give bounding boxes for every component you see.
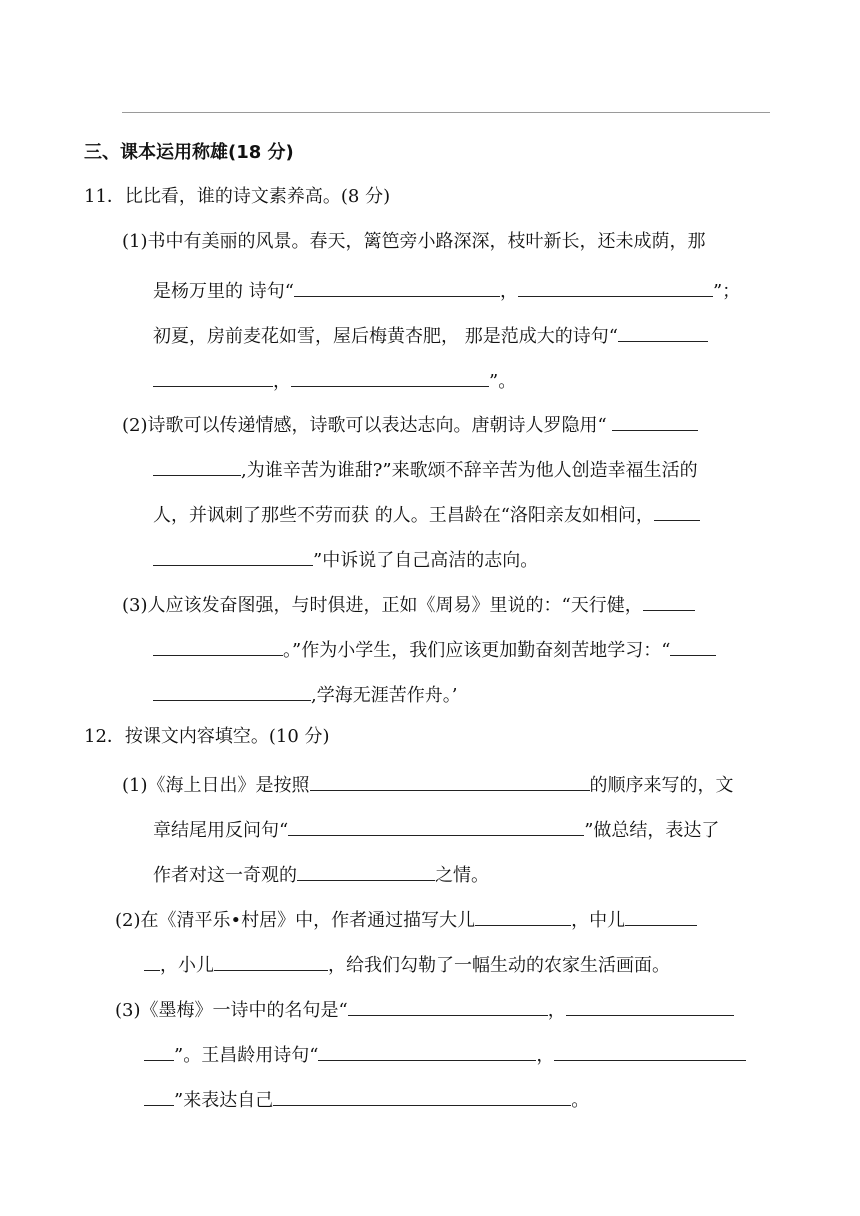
q11-p3-line2: 。”作为小学生，我们应该更加勤奋刻苦地学习：“: [153, 635, 716, 663]
answer-blank[interactable]: [214, 950, 328, 971]
answer-blank[interactable]: [153, 635, 283, 656]
answer-blank[interactable]: [348, 995, 548, 1016]
q12-p2-line1: (2)在《清平乐•村居》中，作者通过描写大儿 ，中儿: [115, 905, 697, 933]
answer-blank[interactable]: [566, 995, 734, 1016]
answer-blank[interactable]: [654, 500, 700, 521]
q11-p2-line2: ,为谁辛苦为谁甜?”来歌颂不辞辛苦为他人创造幸福生活的: [153, 455, 698, 483]
answer-blank[interactable]: [643, 590, 695, 611]
top-divider: [122, 112, 770, 113]
q11-p1-line4: ， ”。: [153, 366, 516, 394]
answer-blank[interactable]: [144, 1040, 174, 1061]
answer-blank[interactable]: [518, 276, 713, 297]
q12-p2-line2: ，小儿 ，给我们勾勒了一幅生动的农家生活画面。: [144, 950, 670, 978]
answer-blank[interactable]: [288, 815, 584, 836]
q12-p1-line1: (1)《海上日出》是按照 的顺序来写的，文: [122, 770, 734, 798]
q11-p2-line3: 人，并讽刺了那些不劳而获 的人。王昌龄在“洛阳亲友如相问，: [153, 500, 700, 528]
q11-p2-line4: ”中诉说了自己高洁的志向。: [153, 545, 538, 573]
answer-blank[interactable]: [273, 1085, 571, 1106]
answer-blank[interactable]: [153, 680, 311, 701]
answer-blank[interactable]: [153, 366, 273, 387]
q11-p3-line1: (3)人应该发奋图强，与时俱进，正如《周易》里说的：“天行健，: [122, 590, 695, 618]
answer-blank[interactable]: [612, 410, 698, 431]
answer-blank[interactable]: [291, 366, 489, 387]
answer-blank[interactable]: [294, 276, 500, 297]
q11-p1-line3: 初夏，房前麦花如雪，屋后梅黄杏肥， 那是范成大的诗句“: [153, 321, 708, 349]
q12-p3-line1: (3)《墨梅》一诗中的名句是“ ，: [115, 995, 734, 1023]
q11-p3-line3: ,学海无涯苦作舟。’: [153, 680, 457, 708]
answer-blank[interactable]: [318, 1040, 536, 1061]
q11-p1-line2: 是杨万里的 诗句“ ， ”；: [153, 276, 740, 304]
answer-blank[interactable]: [475, 905, 571, 926]
answer-blank[interactable]: [144, 1085, 174, 1106]
q12-p1-line2: 章结尾用反问句“ ”做总结，表达了: [153, 815, 719, 843]
answer-blank[interactable]: [618, 321, 708, 342]
answer-blank[interactable]: [310, 770, 590, 791]
answer-blank[interactable]: [625, 905, 697, 926]
answer-blank[interactable]: [554, 1040, 746, 1061]
section-title: 三、课本运用称雄(18 分): [84, 142, 294, 163]
answer-blank[interactable]: [144, 950, 160, 971]
answer-blank[interactable]: [670, 635, 716, 656]
q11-title: 11．比比看，谁的诗文素养高。(8 分): [84, 186, 391, 207]
answer-blank[interactable]: [153, 545, 313, 566]
answer-blank[interactable]: [153, 455, 241, 476]
q11-p2-line1: (2)诗歌可以传递情感，诗歌可以表达志向。唐朝诗人罗隐用“: [122, 410, 698, 438]
answer-blank[interactable]: [297, 860, 435, 881]
q12-title: 12．按课文内容填空。(10 分): [84, 726, 330, 747]
q12-p3-line3: ”来表达自己 。: [144, 1085, 589, 1113]
q11-p1-line1: (1)书中有美丽的风景。春天，篱笆旁小路深深，枝叶新长，还未成荫，那: [122, 231, 706, 252]
q12-p3-line2: ”。王昌龄用诗句“ ，: [144, 1040, 746, 1068]
q12-p1-line3: 作者对这一奇观的 之情。: [153, 860, 489, 888]
